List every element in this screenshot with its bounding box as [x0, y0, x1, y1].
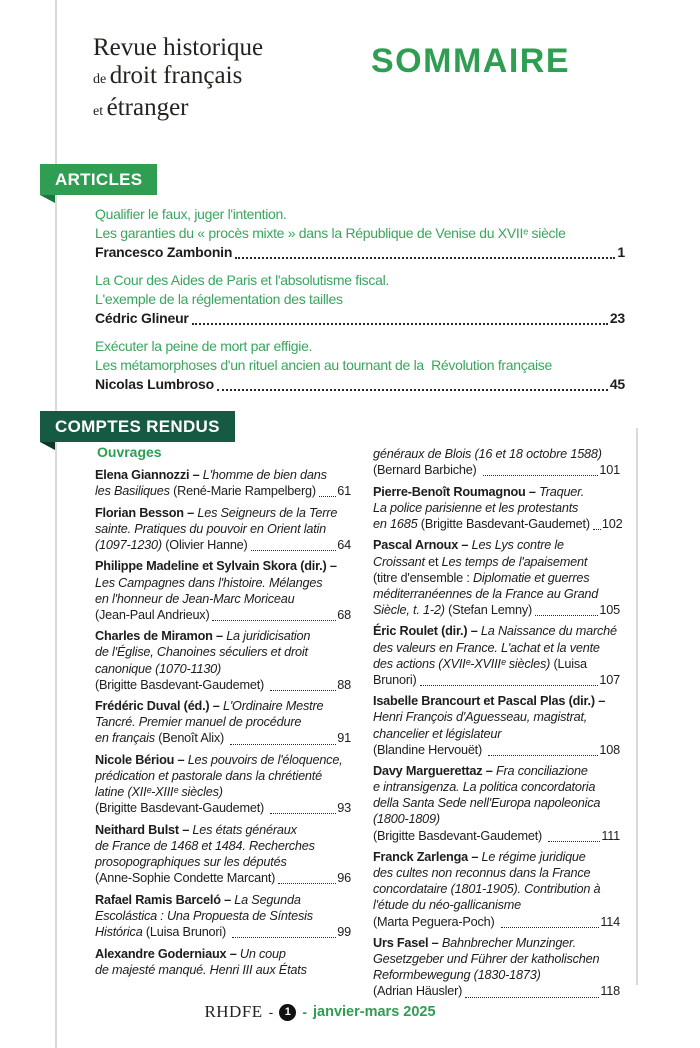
review-line — [95, 800, 351, 816]
article-title: Les métamorphoses d'un rituel ancien au tournant de la Révolution française — [95, 357, 552, 373]
journal-title-line3: et étranger — [93, 94, 189, 121]
review-line — [95, 607, 351, 623]
review-reviewer: (Stefan Lemny) — [448, 602, 533, 617]
review-line — [95, 537, 351, 553]
review-line-text — [373, 672, 417, 688]
review-line — [373, 656, 620, 672]
review-line — [95, 628, 351, 644]
review-reviewer: Brunori) — [373, 672, 417, 687]
dot-leader — [488, 755, 598, 756]
journal-abbr: RHDFE — [204, 1002, 263, 1021]
review-reviewer: (Benoît Alix) — [158, 731, 228, 746]
review-work-title: Les états généraux — [192, 822, 297, 837]
review-work-title: Les Seigneurs de la Terre — [197, 505, 338, 520]
review-line — [95, 784, 351, 800]
review-work-title: Les pouvoirs de l'éloquence, — [187, 753, 343, 767]
review-work-title: des cultes non reconnus dans la France — [373, 866, 591, 881]
review-reviewer: (Blandine Hervouët) — [373, 742, 486, 757]
review-work-title: prédication et pastorale dans la chrétienté — [95, 769, 322, 784]
review-entry — [95, 752, 351, 816]
review-author: Isabelle Brancourt et Pascal Plas (dir.) – — [373, 694, 606, 709]
articles-list — [95, 205, 625, 403]
article-title: Les garanties du « procès mixte » dans la République de Venise du XVIIᵉ siècle — [95, 225, 566, 241]
review-page-number: 111 — [601, 828, 620, 843]
review-work-title: Croissant — [373, 554, 429, 569]
review-author: Elena Giannozzi – — [95, 468, 203, 482]
review-work-title: La police parisienne et les protestants — [373, 500, 579, 515]
review-line — [95, 908, 351, 924]
review-work-title: (1800-1809) — [373, 812, 440, 827]
review-line — [373, 881, 620, 897]
review-line — [95, 870, 351, 886]
review-work-title: Gesetzgeber und Führer der katholischen — [373, 952, 600, 967]
article-entry — [95, 205, 625, 262]
review-line — [373, 763, 620, 779]
review-line — [95, 483, 351, 499]
review-reviewer: (Brigitte Basdevant-Gaudemet) — [373, 828, 546, 843]
review-line — [95, 838, 351, 854]
review-page-number: 64 — [337, 537, 351, 552]
review-line-text — [95, 800, 267, 816]
review-line — [95, 714, 351, 730]
review-entry — [373, 623, 620, 687]
review-author: Nicole Bériou – — [95, 753, 188, 767]
review-line — [373, 709, 620, 725]
review-line-text — [95, 607, 209, 623]
article-author-row — [95, 309, 625, 328]
review-line — [373, 742, 620, 758]
review-page-number: 105 — [599, 602, 620, 617]
dot-leader — [251, 550, 337, 551]
article-title: Exécuter la peine de mort par effigie. — [95, 338, 313, 354]
review-line — [373, 828, 620, 844]
dot-leader — [235, 257, 615, 259]
review-line — [95, 661, 351, 677]
review-page-number: 99 — [337, 924, 351, 939]
review-line — [373, 811, 620, 827]
review-reviewer: (titre d'ensemble : — [373, 570, 473, 585]
review-line — [95, 768, 351, 784]
review-reviewer: (Marta Peguera-Poch) — [373, 914, 498, 929]
review-line — [373, 967, 620, 983]
articles-badge-fold — [40, 195, 55, 203]
journal-title-line2: de droit français — [93, 62, 243, 89]
review-work-title: e intransigenza. La politica concordatoria — [373, 780, 596, 795]
review-line — [95, 752, 351, 768]
review-page-number: 61 — [337, 484, 351, 499]
review-work-title: Fra conciliazione — [495, 764, 588, 779]
comptes-rendus-section-badge: COMPTES RENDUS — [40, 411, 235, 442]
review-entry — [373, 849, 620, 929]
review-work-title: La juridicisation — [226, 629, 311, 644]
review-author: Philippe Madeline et Sylvain Skora (dir.) – — [95, 559, 337, 574]
review-page-number: 114 — [600, 914, 620, 929]
review-line — [95, 892, 351, 908]
review-work-title: Les Lys contre le — [471, 538, 564, 553]
article-author-row — [95, 375, 625, 394]
dot-leader — [212, 620, 336, 621]
review-work-title: en 1685 — [373, 516, 421, 531]
review-line — [95, 677, 351, 693]
review-line-text — [373, 742, 485, 758]
dot-leader — [192, 323, 608, 325]
review-page-number: 102 — [601, 516, 623, 531]
article-author: Nicolas Lumbroso — [95, 376, 214, 392]
review-reviewer: (René-Marie Rampelberg) — [173, 484, 316, 499]
page-title: SOMMAIRE — [371, 42, 570, 80]
dot-leader — [535, 615, 598, 616]
review-line — [373, 586, 620, 602]
issue-period: janvier-mars 2025 — [313, 1004, 436, 1020]
review-work-title: prosopographiques sur les députés — [95, 855, 287, 870]
review-page-number: 88 — [337, 677, 351, 692]
review-work-title: Escolástica : Una Propuesta de Síntesis — [95, 908, 313, 923]
review-line — [95, 575, 351, 591]
review-line — [373, 795, 620, 811]
review-line — [373, 484, 620, 500]
review-reviewer: (Brigitte Basdevant-Gaudemet) — [95, 801, 268, 816]
articles-section-badge: ARTICLES — [40, 164, 157, 195]
review-work-title: (1097-1230) — [95, 537, 166, 552]
review-line — [373, 865, 620, 881]
review-line — [373, 935, 620, 951]
review-author: Davy Marguerettaz – — [373, 764, 496, 779]
review-line — [95, 644, 351, 660]
review-line — [373, 726, 620, 742]
review-line — [373, 779, 620, 795]
review-work-title: Henri François d'Aguesseau, magistrat, — [373, 710, 588, 725]
review-reviewer: (Olivier Hanne) — [165, 537, 248, 552]
review-work-title: en l'honneur de Jean-Marc Moriceau — [95, 591, 295, 606]
review-page-number: 96 — [337, 871, 351, 886]
review-line — [373, 640, 620, 656]
journal-title-line1: Revue historique — [93, 34, 264, 61]
review-line — [373, 516, 623, 532]
review-author: Alexandre Goderniaux – — [95, 946, 240, 961]
review-line-text — [373, 516, 590, 532]
dot-leader — [465, 997, 599, 998]
review-line — [95, 924, 351, 940]
review-line — [373, 623, 620, 639]
footer-separator: - — [268, 1004, 274, 1020]
ouvrages-heading: Ouvrages — [97, 444, 162, 460]
review-author: Pascal Arnoux – — [373, 538, 472, 553]
review-line-text — [95, 483, 316, 499]
review-line — [373, 897, 620, 913]
review-author: Rafael Ramis Barceló – — [95, 892, 235, 907]
review-work-title: Les temps de l'apaisement — [441, 554, 588, 569]
review-line-text — [373, 602, 532, 618]
review-line — [373, 554, 620, 570]
review-line — [95, 467, 351, 483]
dot-leader — [548, 841, 600, 842]
article-page-number: 23 — [609, 310, 625, 326]
review-reviewer: (Luisa Brunori) — [145, 924, 230, 939]
review-work-title: Tancré. Premier manuel de procédure — [95, 715, 302, 730]
reviews-left-column — [95, 444, 351, 1005]
review-line — [95, 946, 351, 962]
review-work-title: Un coup — [239, 946, 286, 961]
review-line — [373, 537, 620, 553]
footer-separator: - — [302, 1004, 308, 1020]
review-work-title: canonique (1070-1130) — [95, 661, 222, 676]
review-work-title: La Segunda — [234, 892, 301, 907]
review-line — [95, 730, 351, 746]
article-page-number: 45 — [609, 376, 625, 392]
review-work-title: Le régime juridique — [481, 850, 586, 865]
review-line — [95, 505, 351, 521]
dot-leader — [217, 389, 608, 391]
review-work-title: méditerranéennes de la France au Grand — [373, 586, 599, 601]
review-author: Urs Fasel – — [373, 936, 442, 951]
review-line — [95, 521, 351, 537]
review-line — [95, 822, 351, 838]
review-line — [373, 602, 620, 618]
review-work-title: Les Campagnes dans l'histoire. Mélanges — [95, 575, 323, 590]
review-reviewer: (Bernard Barbiche) — [373, 463, 480, 478]
review-work-title: L'homme de bien dans — [202, 468, 327, 482]
review-entry — [373, 446, 620, 478]
left-margin-rule — [55, 0, 57, 1048]
review-work-title: concordataire (1801-1905). Contribution à — [373, 882, 601, 897]
dot-leader — [483, 475, 599, 476]
review-entry — [95, 505, 351, 553]
review-line-text — [95, 870, 275, 886]
review-line-text — [373, 828, 545, 844]
dot-leader — [501, 927, 600, 928]
review-page-number: 108 — [599, 742, 620, 757]
review-work-title: chancelier et législateur — [373, 726, 502, 741]
comptes-rendus-badge-fold — [40, 442, 55, 450]
review-author: Frédéric Duval (éd.) – — [95, 699, 223, 714]
review-page-number: 101 — [599, 463, 620, 478]
review-work-title: della Santa Sede nell'Europa napoleonica — [373, 796, 601, 811]
review-reviewer: (Adrian Häusler) — [373, 984, 463, 999]
review-work-title: latine (XIIᵉ-XIIIᵉ siècles) — [95, 785, 223, 800]
review-entry — [95, 467, 351, 499]
review-work-title: des valeurs en France. L'achat et la vente — [373, 640, 600, 655]
right-column-rule — [636, 428, 638, 985]
review-line — [95, 962, 351, 978]
article-title: La Cour des Aides de Paris et l'absolutisme fiscal. — [95, 272, 389, 288]
review-work-title: de majesté manqué. Henri III aux États — [95, 962, 307, 977]
review-line — [373, 951, 620, 967]
review-line — [373, 849, 620, 865]
review-author: Neithard Bulst – — [95, 822, 193, 837]
review-line-text — [95, 537, 248, 553]
review-line — [95, 591, 351, 607]
article-entry — [95, 271, 625, 328]
dot-leader — [270, 813, 336, 814]
review-work-title: de l'Église, Chanoines séculiers et droit — [95, 645, 308, 660]
review-author: Florian Besson – — [95, 505, 198, 520]
review-page-number: 118 — [600, 984, 620, 999]
review-entry — [95, 628, 351, 692]
review-page-number: 91 — [337, 731, 351, 746]
review-author: Franck Zarlenga – — [373, 850, 482, 865]
review-author: Pierre-Benoît Roumagnou – — [373, 484, 540, 499]
article-author: Francesco Zambonin — [95, 244, 233, 260]
review-work-title: Siècle, t. 1-2) — [373, 602, 449, 617]
review-author: Éric Roulet (dir.) – — [373, 624, 481, 639]
dot-leader — [278, 883, 336, 884]
review-work-title: Traquer. — [539, 484, 585, 499]
review-work-title: généraux de Blois (16 et 18 octobre 1588) — [373, 447, 602, 461]
review-line-text — [95, 924, 229, 940]
review-line — [373, 570, 620, 586]
review-line — [95, 854, 351, 870]
review-reviewer: (Brigitte Basdevant-Gaudemet) — [95, 677, 268, 692]
journal-logotype — [93, 34, 263, 126]
review-work-title: La Naissance du marché — [480, 624, 617, 639]
review-work-title: en français — [95, 731, 159, 746]
reviews-right-column — [373, 446, 623, 1005]
review-line — [373, 693, 620, 709]
review-work-title: les Basiliques — [95, 484, 174, 499]
review-line — [95, 698, 351, 714]
issue-number-badge: 1 — [279, 1004, 296, 1021]
review-reviewer: (Luisa — [553, 656, 587, 671]
review-work-title: Diplomatie et guerres — [472, 570, 590, 585]
review-work-title: des actions (XVIIᵉ-XVIIIᵉ siècles) — [373, 656, 554, 671]
review-entry — [373, 763, 620, 843]
review-line-text — [95, 730, 227, 746]
dot-leader — [593, 529, 601, 530]
review-line — [373, 500, 620, 516]
article-title: L'exemple de la réglementation des tailles — [95, 291, 343, 307]
review-reviewer: (Jean-Paul Andrieux) — [95, 607, 210, 622]
review-work-title: Bahnbrecher Munzinger. — [441, 936, 576, 951]
review-entry — [95, 892, 351, 940]
review-line — [373, 672, 620, 688]
review-entry — [95, 558, 351, 622]
review-work-title: L'Ordinaire Mestre — [222, 699, 324, 714]
review-work-title: de France de 1468 et 1484. Recherches — [95, 838, 315, 853]
article-author-row — [95, 243, 625, 262]
review-work-title: Reformbewegung (1830-1873) — [373, 968, 541, 983]
reviews-columns — [95, 444, 623, 1005]
review-entry — [373, 693, 620, 757]
review-entry — [95, 822, 351, 886]
review-reviewer: (Brigitte Basdevant-Gaudemet) — [420, 516, 590, 531]
review-author: Charles de Miramon – — [95, 629, 227, 644]
review-line — [373, 914, 620, 930]
article-author: Cédric Glineur — [95, 310, 189, 326]
dot-leader — [420, 685, 599, 686]
review-work-title: l'étude du néo-gallicanisme — [373, 898, 521, 913]
review-entry — [95, 946, 351, 978]
review-page-number: 93 — [337, 801, 351, 816]
review-reviewer: et — [428, 554, 442, 569]
review-line-text — [373, 914, 498, 930]
review-line-text — [373, 462, 480, 478]
review-work-title: Histórica — [95, 924, 146, 939]
review-line — [95, 558, 351, 574]
review-reviewer: (Anne-Sophie Condette Marcant) — [95, 871, 276, 886]
review-line-text — [95, 677, 267, 693]
article-page-number: 1 — [617, 244, 625, 260]
review-line — [373, 462, 620, 478]
review-entry — [373, 935, 620, 999]
dot-leader — [232, 937, 336, 938]
review-entry — [373, 484, 623, 532]
review-line-text — [373, 983, 462, 999]
article-title: Qualifier le faux, juger l'intention. — [95, 206, 287, 222]
review-page-number: 68 — [337, 607, 351, 622]
dot-leader — [270, 690, 336, 691]
review-entry — [95, 698, 351, 746]
review-line — [373, 446, 620, 462]
article-entry — [95, 337, 625, 394]
review-work-title: sainte. Pratiques du pouvoir en Orient latin — [95, 521, 326, 536]
dot-leader — [319, 496, 336, 497]
review-page-number: 107 — [599, 672, 620, 687]
dot-leader — [230, 744, 336, 745]
review-line — [373, 983, 620, 999]
review-entry — [373, 537, 620, 617]
footer — [0, 1002, 640, 1022]
